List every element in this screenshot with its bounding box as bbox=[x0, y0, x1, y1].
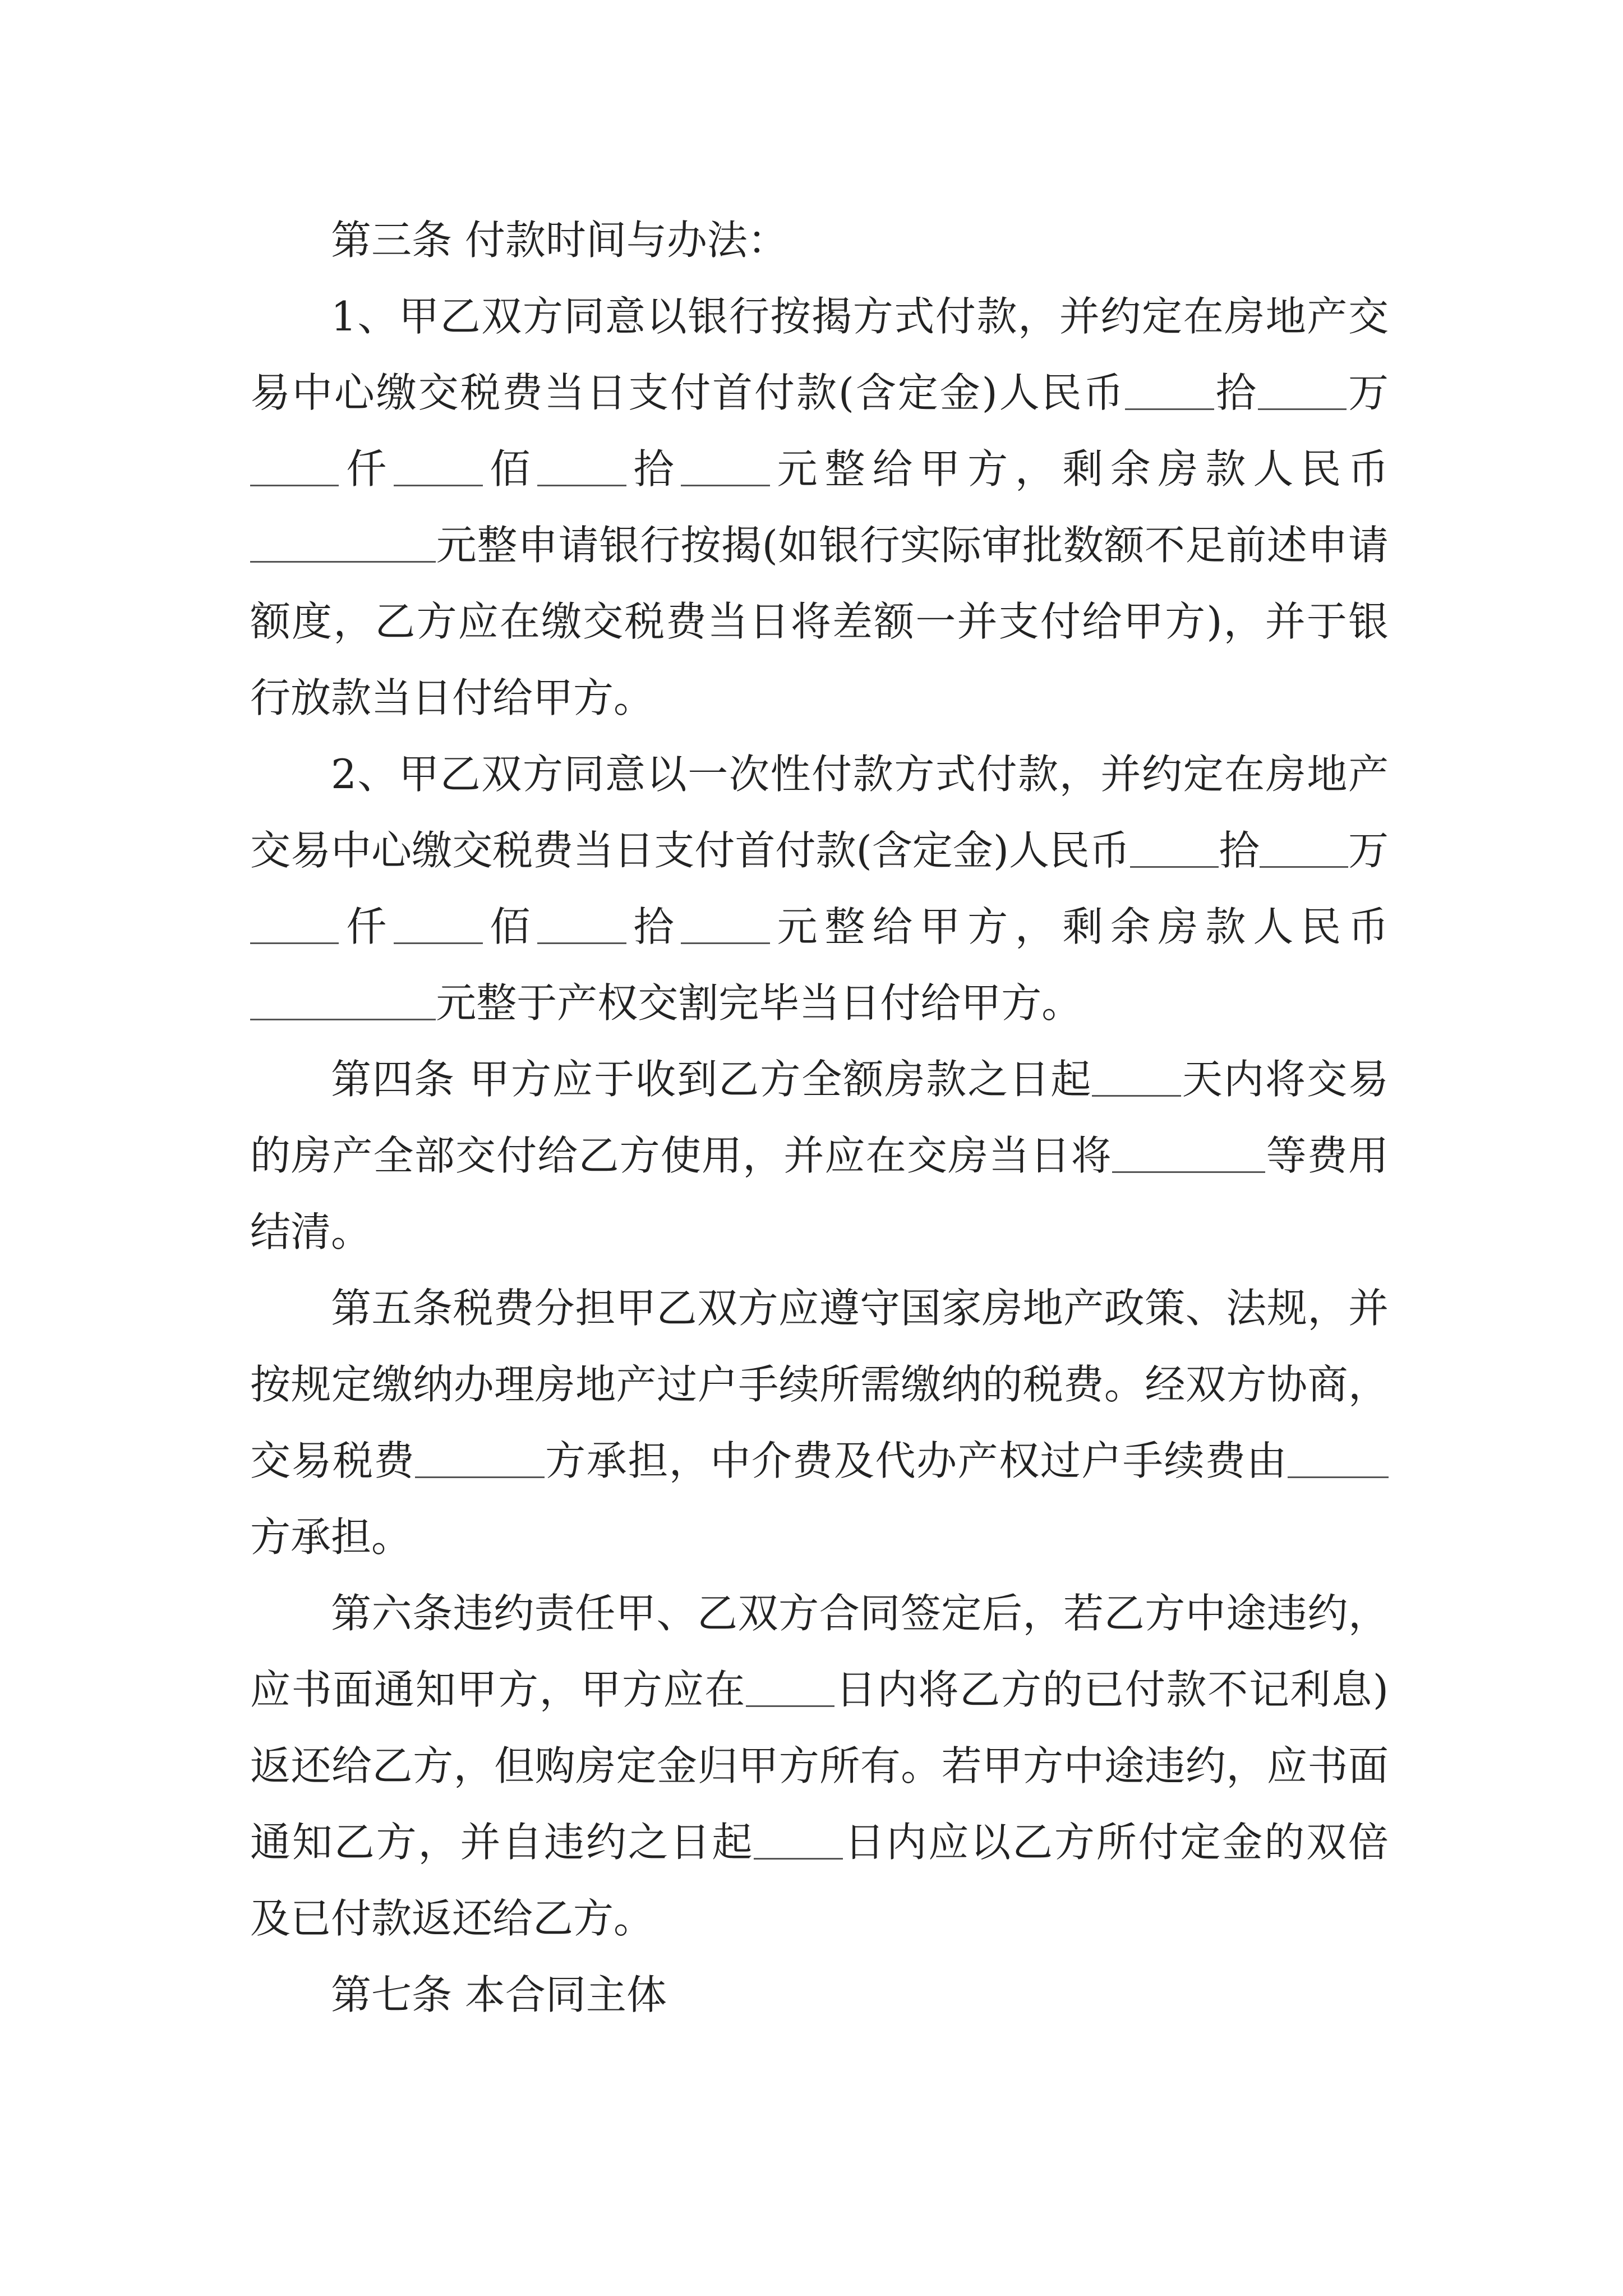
text-segment: 万 bbox=[1348, 827, 1389, 874]
contract-body bbox=[250, 202, 1389, 2033]
blank-field[interactable] bbox=[1125, 370, 1214, 409]
blank-field[interactable] bbox=[250, 980, 436, 1020]
text-segment: 拾 bbox=[626, 445, 681, 493]
blank-field[interactable] bbox=[1260, 827, 1348, 867]
text-segment: 第四条 甲方应于收到乙方全额房款之日起 bbox=[331, 1056, 1092, 1103]
text-segment: 方承担。 bbox=[250, 1513, 412, 1561]
blank-field[interactable] bbox=[394, 904, 482, 944]
article-3-item-1 bbox=[250, 278, 1389, 736]
article-3-item-2 bbox=[250, 736, 1389, 1041]
text-segment: 元整申请银行按揭(如银行实际审批数额不足前述申请额度，乙方应在缴交税费当日将差额一并支付给甲方)，并于银行放款当日付给甲方。 bbox=[250, 522, 1389, 721]
article-3-heading bbox=[250, 202, 1389, 278]
text-segment: 佰 bbox=[482, 903, 538, 950]
text-segment: 万 bbox=[1347, 369, 1389, 416]
blank-field[interactable] bbox=[537, 904, 626, 944]
article-7-heading-text: 第七条 本合同主体 bbox=[331, 1971, 667, 2018]
text-segment: 佰 bbox=[482, 445, 538, 493]
blank-field[interactable] bbox=[537, 446, 626, 486]
blank-field[interactable] bbox=[681, 904, 769, 944]
text-segment: 天内将交易的房产全部交付给乙方使用，并应在交房当日将 bbox=[250, 1056, 1389, 1179]
text-segment: 仟 bbox=[339, 445, 394, 493]
blank-field[interactable] bbox=[746, 1667, 834, 1706]
article-6 bbox=[250, 1575, 1389, 1957]
text-segment: 拾 bbox=[1219, 827, 1260, 874]
text-segment: 等费用结清。 bbox=[250, 1132, 1389, 1255]
article-4 bbox=[250, 1041, 1389, 1270]
blank-field[interactable] bbox=[250, 904, 339, 944]
blank-field[interactable] bbox=[1258, 370, 1347, 409]
text-segment: 元整给甲方，剩余房款人民币 bbox=[769, 445, 1389, 493]
blank-field[interactable] bbox=[394, 446, 482, 486]
blank-field[interactable] bbox=[754, 1819, 842, 1859]
blank-field[interactable] bbox=[681, 446, 769, 486]
blank-field[interactable] bbox=[250, 446, 339, 486]
blank-field[interactable] bbox=[415, 1438, 544, 1478]
text-segment: 第六条违约责任甲、乙双方合同签定后，若乙方中途违约，应书面通知甲方，甲方应在 bbox=[250, 1590, 1389, 1713]
text-segment: 仟 bbox=[339, 903, 394, 950]
article-3-heading-text: 第三条 付款时间与办法： bbox=[331, 217, 788, 264]
text-segment: 元整于产权交割完毕当日付给甲方。 bbox=[436, 979, 1082, 1027]
text-segment: 1、甲乙双方同意以银行按揭方式付款，并约定在房地产交易中心缴交税费当日支付首付款(含定金)人民币 bbox=[250, 293, 1389, 416]
blank-field[interactable] bbox=[250, 522, 436, 562]
article-7-heading bbox=[250, 1957, 1389, 2033]
text-segment: 方承担，中介费及代办产权过户手续费由 bbox=[544, 1437, 1288, 1484]
blank-field[interactable] bbox=[1130, 827, 1219, 867]
text-segment: 日内将乙方的已付款不记利息)返还给乙方，但购房定金归甲方所有。若甲方中途违约，应书面通知乙方，并自违约之日起 bbox=[250, 1666, 1389, 1866]
text-segment: 第五条税费分担甲乙双方应遵守国家房地产政策、法规，并按规定缴纳办理房地产过户手续所需缴纳的税费。经双方协商，交易税费 bbox=[250, 1285, 1389, 1484]
blank-field[interactable] bbox=[1288, 1438, 1389, 1478]
text-segment: 2、甲乙双方同意以一次性付款方式付款，并约定在房地产交易中心缴交税费当日支付首付款(含定金)人民币 bbox=[250, 751, 1389, 874]
text-segment: 拾 bbox=[1214, 369, 1258, 416]
text-segment: 拾 bbox=[626, 903, 681, 950]
blank-field[interactable] bbox=[1092, 1056, 1181, 1096]
blank-field[interactable] bbox=[1112, 1133, 1266, 1172]
text-segment: 元整给甲方，剩余房款人民币 bbox=[769, 903, 1389, 950]
text-segment: 日内应以乙方所付定金的双倍及已付款返还给乙方。 bbox=[250, 1819, 1389, 1942]
article-5 bbox=[250, 1270, 1389, 1575]
